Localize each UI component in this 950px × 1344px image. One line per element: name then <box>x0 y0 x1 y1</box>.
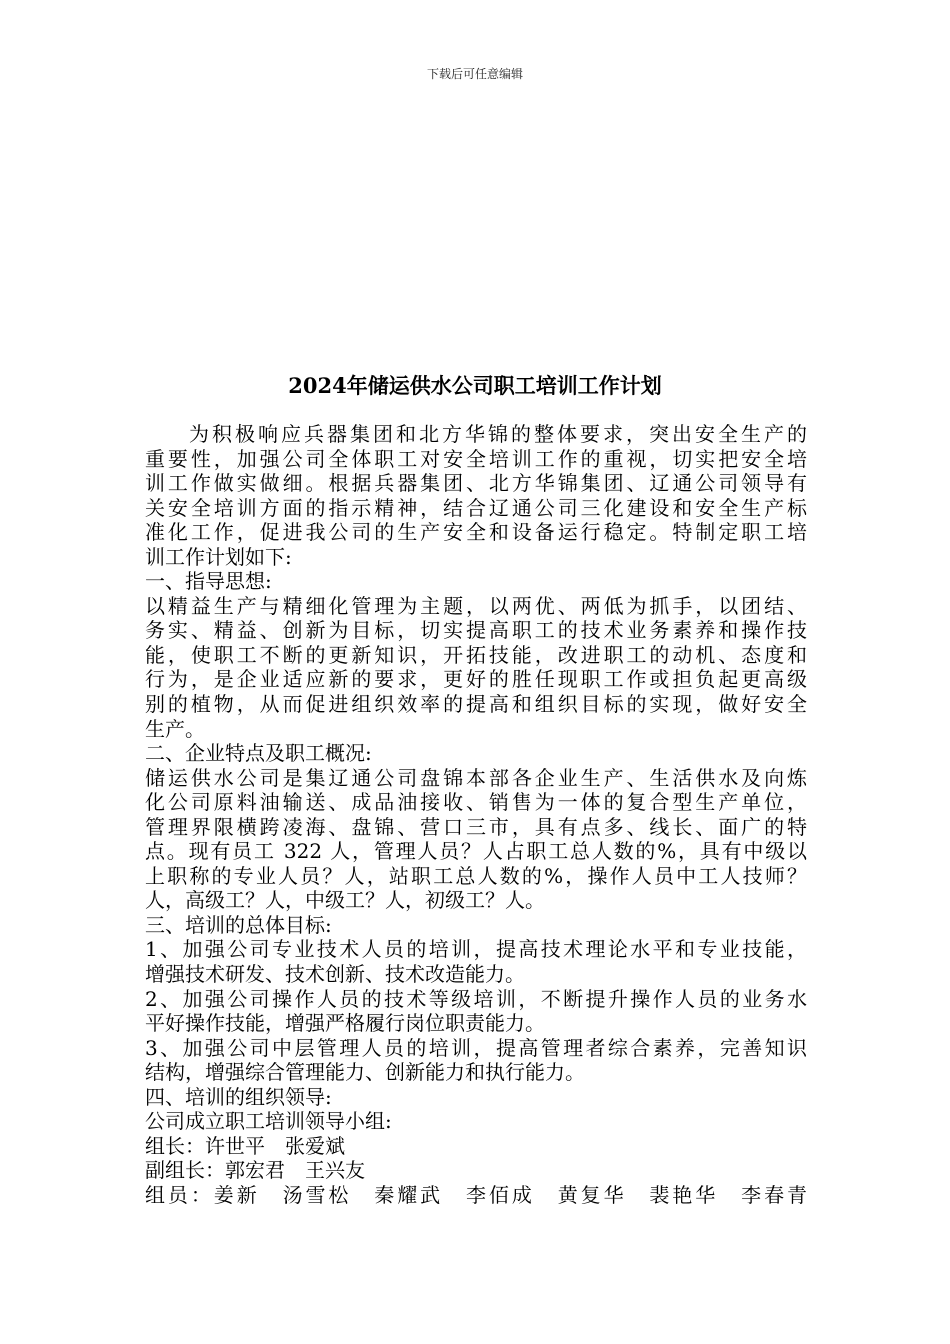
document-line: 点。现有员工 322 人，管理人员？人占职工总人数的%，具有中级以 <box>145 839 807 864</box>
document-line: 准化工作，促进我公司的生产安全和设备运行稳定。特制定职工培 <box>145 520 807 545</box>
document-line: 务实、精益、创新为目标，切实提高职工的技术业务素养和操作技 <box>145 618 807 643</box>
document-line: 关安全培训方面的指示精神，结合辽通公司三化建设和安全生产标 <box>145 495 807 520</box>
document-line: 1、加强公司专业技术人员的培训，提高技术理论水平和专业技能， <box>145 937 807 962</box>
page-header-note: 下载后可任意编辑 <box>426 67 523 81</box>
document-line: 3、加强公司中层管理人员的培训，提高管理者综合素养，完善知识 <box>145 1035 807 1060</box>
document-line: 以精益生产与精细化管理为主题，以两优、两低为抓手，以团结、 <box>145 593 807 618</box>
document-line: 重要性，加强公司全体职工对安全培训工作的重视，切实把安全培 <box>145 446 807 471</box>
document-line: 储运供水公司是集辽通公司盘锦本部各企业生产、生活供水及向炼 <box>145 765 807 790</box>
document-line: 人，高级工？人，中级工？人，初级工？人。 <box>145 888 545 913</box>
document-title: 2024年储运供水公司职工培训工作计划 <box>288 373 662 398</box>
document-line: 上职称的专业人员？人，站职工总人数的%，操作人员中工人技师？ <box>145 863 807 888</box>
document-line: 副组长：郭宏君 王兴友 <box>145 1158 365 1183</box>
document-line: 行为，是企业适应新的要求，更好的胜任现职工作或担负起更高级 <box>145 667 807 692</box>
document-line: 一、指导思想: <box>145 569 272 594</box>
document-line: 管理界限横跨凌海、盘锦、营口三市，具有点多、线长、面广的特 <box>145 814 807 839</box>
document-line: 2、加强公司操作人员的技术等级培训，不断提升操作人员的业务水 <box>145 986 807 1011</box>
document-line: 平好操作技能，增强严格履行岗位职责能力。 <box>145 1011 545 1036</box>
document-line: 生产。 <box>145 716 205 741</box>
document-line: 组员：姜新 汤雪松 秦耀武 李佰成 黄复华 裴艳华 李春青 <box>145 1182 807 1207</box>
document-line: 训工作计划如下: <box>145 544 292 569</box>
document-line: 二、企业特点及职工概况: <box>145 741 372 766</box>
document-line: 组长：许世平 张爱斌 <box>145 1133 345 1158</box>
document-body <box>145 422 807 1208</box>
document-line: 三、培训的总体目标: <box>145 912 332 937</box>
document-line: 别的植物，从而促进组织效率的提高和组织目标的实现，做好安全 <box>145 692 807 717</box>
document-line: 增强技术研发、技术创新、技术改造能力。 <box>145 962 525 987</box>
document-line: 公司成立职工培训领导小组: <box>145 1109 392 1134</box>
document-line: 四、培训的组织领导: <box>145 1084 332 1109</box>
document-line: 能，使职工不断的更新知识，开拓技能，改进职工的动机、态度和 <box>145 642 807 667</box>
document-line: 结构，增强综合管理能力、创新能力和执行能力。 <box>145 1060 585 1085</box>
document-line: 训工作做实做细。根据兵器集团、北方华锦集团、辽通公司领导有 <box>145 471 807 496</box>
document-line: 化公司原料油输送、成品油接收、销售为一体的复合型生产单位， <box>145 790 807 815</box>
document-line: 为积极响应兵器集团和北方华锦的整体要求，突出安全生产的 <box>189 422 807 446</box>
